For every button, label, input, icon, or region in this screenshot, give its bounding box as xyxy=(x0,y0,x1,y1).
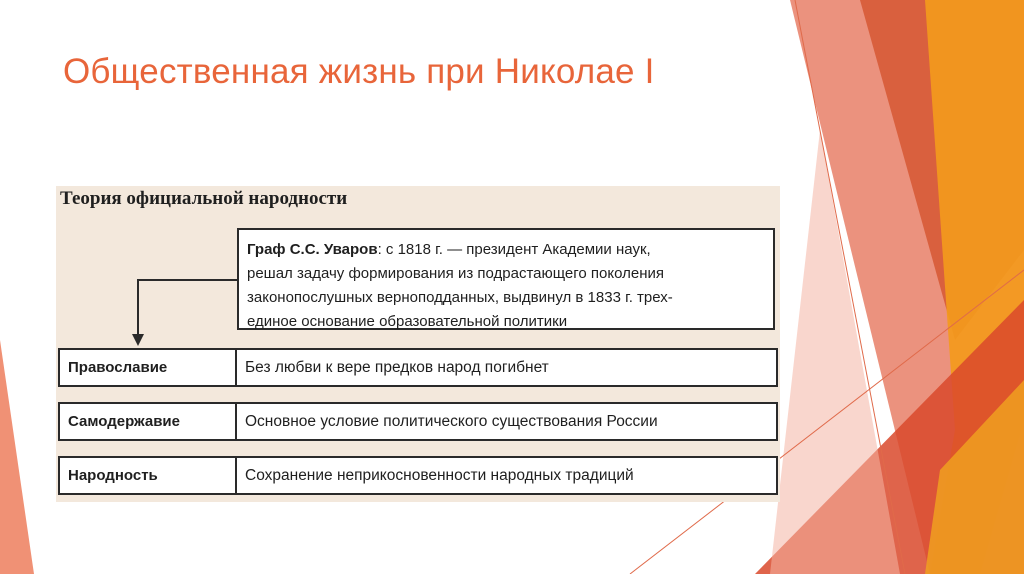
official-nationality-scheme xyxy=(56,186,780,502)
scheme-title: Теория официальной народности xyxy=(60,188,348,209)
row-label: Православие xyxy=(60,350,237,385)
row-nationality xyxy=(58,456,778,495)
row-text: Без любви к вере предков народ погибнет xyxy=(245,358,549,376)
row-label: Народность xyxy=(60,458,237,493)
uvarov-text-1: : с 1818 г. — президент Академии наук, xyxy=(377,241,651,258)
uvarov-line-1 xyxy=(247,238,765,262)
row-orthodoxy xyxy=(58,348,778,387)
uvarov-box xyxy=(237,228,775,330)
row-label: Самодержавие xyxy=(60,404,237,439)
uvarov-text-2: решал задачу формирования из подрастающего поколения xyxy=(247,265,664,282)
uvarov-text-3: законопослушных верноподданных, выдвинул в 1833 г. трех- xyxy=(247,289,673,306)
arrowhead-icon xyxy=(132,334,144,346)
connector-line xyxy=(138,280,237,344)
uvarov-name: Граф С.С. Уваров xyxy=(247,241,378,258)
left-edge-shape xyxy=(0,340,34,574)
uvarov-text-4: единое основание образовательной политики xyxy=(247,313,568,330)
slide-title: Общественная жизнь при Николае I xyxy=(63,52,655,91)
row-autocracy xyxy=(58,402,778,441)
row-text: Сохранение неприкосновенности народных традиций xyxy=(245,466,634,484)
row-text: Основное условие политического существования России xyxy=(245,412,658,430)
